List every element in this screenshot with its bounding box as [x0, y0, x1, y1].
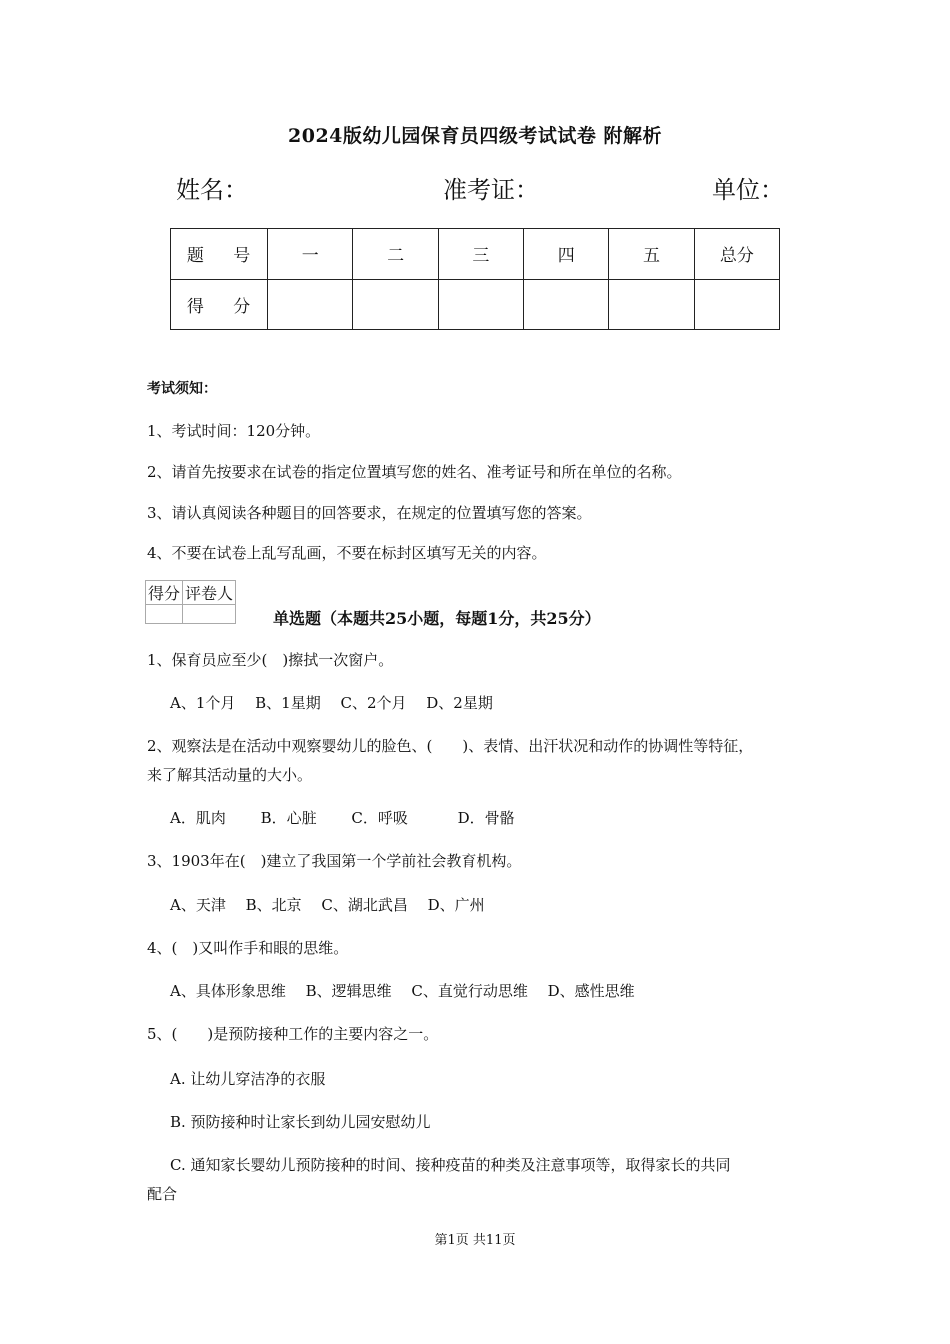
- score-table-col-2: 二: [353, 229, 438, 280]
- notice-item: 3、请认真阅读各种题目的回答要求，在规定的位置填写您的答案。: [147, 504, 592, 522]
- score-cell: [353, 279, 438, 330]
- notice-item: 2、请首先按要求在试卷的指定位置填写您的姓名、准考证号和所在单位的名称。: [147, 463, 682, 481]
- grader-box-grader-label: 评卷人: [183, 581, 236, 605]
- ticket-field-label: 准考证：: [443, 176, 539, 204]
- score-table: [170, 228, 780, 330]
- question-option-a: A. 让幼儿穿洁净的衣服: [170, 1070, 326, 1088]
- document-title: 2024版幼儿园保育员四级考试试卷 附解析: [288, 125, 662, 147]
- question-options: A、1个月 B、1星期 C、2个月 D、2星期: [170, 694, 493, 712]
- page-footer: 第1页 共11页: [434, 1233, 516, 1248]
- notice-item: 1、考试时间：120分钟。: [147, 422, 321, 440]
- score-table-header-label: 题 号: [171, 229, 268, 280]
- question-stem: 1、保育员应至少( )擦拭一次窗户。: [147, 651, 394, 669]
- notice-item: 4、不要在试卷上乱写乱画，不要在标封区填写无关的内容。: [147, 544, 547, 562]
- question-options: A、具体形象思维 B、逻辑思维 C、直觉行动思维 D、感性思维: [170, 982, 635, 1000]
- question-stem-continued: 来了解其活动量的大小。: [147, 766, 313, 784]
- grader-box-score-label: 得分: [146, 581, 183, 605]
- score-table-col-5: 五: [609, 229, 694, 280]
- grader-box-cell: [183, 605, 236, 624]
- question-option-c-continued: 配合: [147, 1185, 178, 1203]
- notice-heading: 考试须知：: [147, 381, 217, 397]
- score-cell: [438, 279, 523, 330]
- unit-field-label: 单位：: [712, 176, 784, 204]
- grader-box: [145, 580, 236, 624]
- score-cell: [268, 279, 353, 330]
- question-options: A、天津 B、北京 C、湖北武昌 D、广州: [170, 896, 485, 914]
- question-stem: 4、( )又叫作手和眼的思维。: [147, 939, 349, 957]
- score-table-score-row: [171, 279, 780, 330]
- score-table-row-label: 得 分: [171, 279, 268, 330]
- score-cell: [609, 279, 694, 330]
- score-cell: [694, 279, 779, 330]
- section-title: 单选题（本题共25小题，每题1分，共25分）: [273, 609, 601, 628]
- grader-box-cell: [146, 605, 183, 624]
- score-table-col-1: 一: [268, 229, 353, 280]
- question-stem: 5、( )是预防接种工作的主要内容之一。: [147, 1025, 439, 1043]
- score-table-col-3: 三: [438, 229, 523, 280]
- question-option-b: B. 预防接种时让家长到幼儿园安慰幼儿: [170, 1113, 431, 1131]
- score-table-col-total: 总分: [694, 229, 779, 280]
- question-options: A．肌肉 B．心脏 C．呼吸 D．骨骼: [170, 809, 515, 827]
- score-table-col-4: 四: [524, 229, 609, 280]
- name-field-label: 姓名：: [176, 176, 248, 204]
- question-stem: 2、观察法是在活动中观察婴幼儿的脸色、( )、表情、出汗状况和动作的协调性等特征，: [147, 737, 754, 755]
- question-stem: 3、1903年在( )建立了我国第一个学前社会教育机构。: [147, 852, 522, 870]
- score-cell: [524, 279, 609, 330]
- question-option-c: C. 通知家长婴幼儿预防接种的时间、接种疫苗的种类及注意事项等，取得家长的共同: [170, 1156, 731, 1174]
- score-table-header-row: [171, 229, 780, 280]
